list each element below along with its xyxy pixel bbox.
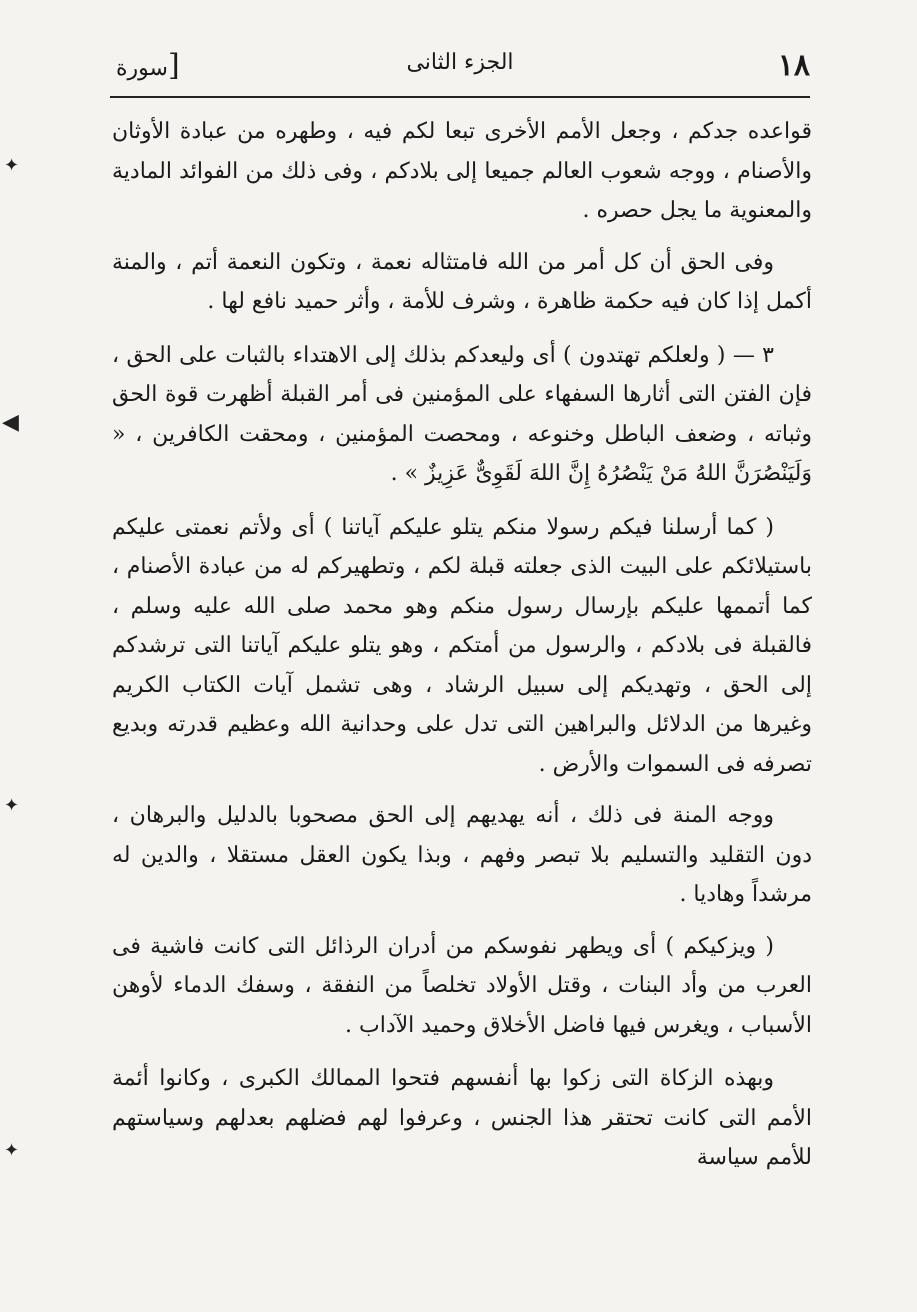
paragraph-7: وبهذه الزكاة التى زكوا بها أنفسهم فتحوا الممالك الكبرى ، وكانوا أئمة الأمم التى كانت تحتقر هذا الجنس ، وعرفوا لهم فضلهم بعدلهم وسياستهم للأمم سياسة xyxy=(112,1066,812,1170)
header-rule xyxy=(110,96,810,98)
paragraph-3: ٣ — ( ولعلكم تهتدون ) أى وليعدكم بذلك إلى الاهتداء بالثبات على الحق ، فإن الفتن التى أثارها السفهاء على المؤمنين فى أمر القبلة أظهرت قوة الحق وثباته ، وضعف الباطل وخنوعه ، ومحصت المؤمنين ، ومحقت الكافرين ، « وَلَيَنْصُرَنَّ اللهُ مَنْ يَنْصُرُهُ إِنَّ اللهَ لَقَوِىٌّ عَزِيزٌ » . xyxy=(112,342,812,486)
margin-mark: ✦ xyxy=(4,155,20,176)
part-title: الجزء الثانى xyxy=(406,50,514,75)
surah-label-text: سورة xyxy=(116,56,168,81)
margin-mark: ◀ xyxy=(2,410,19,435)
paragraph-1: قواعده جدكم ، وجعل الأمم الأخرى تبعا لكم فيه ، وطهره من عبادة الأوثان والأصنام ، ووجه شعوب العالم جميعا إلى بلادكم ، وفى ذلك من الفوائد المادية والمعنوية ما يجل حصره . xyxy=(112,119,812,223)
paragraph-5: ووجه المنة فى ذلك ، أنه يهديهم إلى الحق مصحوبا بالدليل والبرهان ، دون التقليد والتسليم بلا تبصر وفهم ، وبذا يكون العقل مستقلا ، والدين له مرشداً وهاديا . xyxy=(112,803,812,907)
bracket-glyph: [ xyxy=(167,48,180,83)
page-body xyxy=(112,112,812,1178)
page-header xyxy=(110,44,810,92)
page-number: ١٨ xyxy=(777,48,810,83)
margin-mark: ✦ xyxy=(4,1140,20,1161)
paragraph-6: ( ويزكيكم ) أى ويطهر نفوسكم من أدران الرذائل التى كانت فاشية فى العرب من وأد البنات ، وقتل الأولاد تخلصاً من النفقة ، وسفك الدماء لأوهن الأسباب ، ويغرس فيها فاضل الأخلاق وحميد الآداب . xyxy=(112,933,812,1038)
surah-label xyxy=(110,48,186,83)
paragraph-4: ( كما أرسلنا فيكم رسولا منكم يتلو عليكم آياتنا ) أى ولأتم نعمتى عليكم باستيلائكم على البيت الذى جعلته قبلة لكم ، وتطهيركم له من عبادة الأصنام ، كما أتممها عليكم بإرسال رسول منكم وهو محمد صلى الله عليه وسلم ، فالقبلة فى بلادكم ، والرسول من أمتكم ، وهو يتلو عليكم آياتنا التى ترشدكم إلى الحق ، وتهديكم إلى سبيل الرشاد ، وهى تشمل آيات الكتاب الكريم وغيرها من الدلائل والبراهين التى تدل على وحدانية الله وعظيم قدرته وبديع تصرفه فى السموات والأرض . xyxy=(112,514,812,777)
paragraph-2: وفى الحق أن كل أمر من الله فامتثاله نعمة ، وتكون النعمة أتم ، والمنة أكمل إذا كان فيه حكمة ظاهرة ، وشرف للأمة ، وأثر حميد نافع لها . xyxy=(112,249,812,314)
margin-mark: ✦ xyxy=(4,795,20,816)
